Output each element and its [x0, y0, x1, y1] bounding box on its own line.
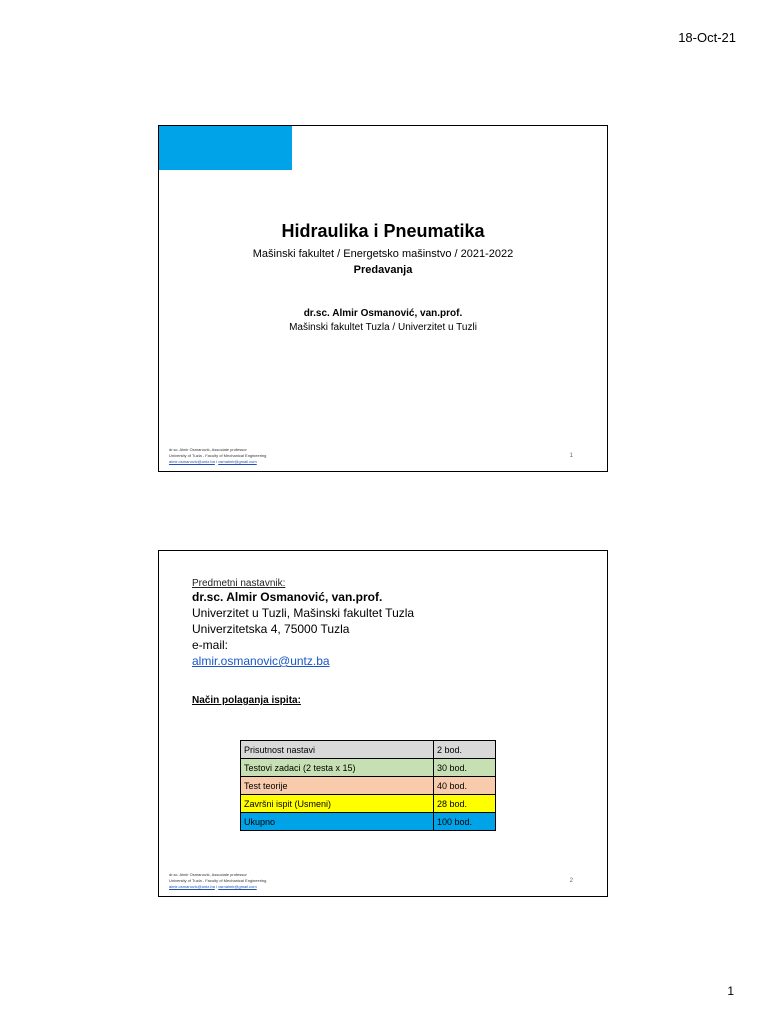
footer-author: dr.sc. Almir Osmanović, Associate professor — [169, 447, 247, 452]
instructor-address: Univerzitetska 4, 75000 Tuzla — [192, 622, 350, 636]
exam-heading: Način polaganja ispita: — [192, 695, 301, 706]
slide-number: 1 — [569, 453, 573, 459]
grading-table — [240, 740, 496, 831]
footer-separator: / — [214, 884, 219, 889]
instructor-email-link[interactable]: almir.osmanovic@untz.ba — [192, 654, 330, 668]
accent-block — [159, 126, 292, 170]
slide-2 — [158, 550, 608, 897]
footer-author: dr.sc. Almir Osmanović, Associate professor — [169, 872, 247, 877]
footer-institution: University of Tuzla - Faculty of Mechanical Engineering — [169, 453, 267, 458]
table-row — [241, 795, 496, 813]
table-cell-item: Ukupno — [241, 813, 434, 831]
page-date: 18-Oct-21 — [678, 30, 736, 45]
slide-number: 2 — [569, 878, 573, 884]
author-name: dr.sc. Almir Osmanović, van.prof. — [303, 308, 463, 319]
table-row — [241, 777, 496, 795]
table-cell-item: Završni ispit (Usmeni) — [241, 795, 434, 813]
table-cell-points: 28 bod. — [434, 795, 496, 813]
footer-institution: University of Tuzla - Faculty of Mechanical Engineering — [169, 878, 267, 883]
footer-email-link-2[interactable]: osmalmir@gmail.com — [218, 884, 257, 889]
author-affiliation: Mašinski fakultet Tuzla / Univerzitet u Tuzli — [289, 322, 477, 333]
footer-email-link[interactable]: almir.osmanovic@untz.ba — [169, 459, 215, 464]
slide-subtitle-lectures: Predavanja — [353, 264, 413, 276]
instructor-name: dr.sc. Almir Osmanović, van.prof. — [192, 590, 383, 604]
slide-footer — [169, 872, 266, 890]
footer-email-link-2[interactable]: osmalmir@gmail.com — [218, 459, 257, 464]
footer-email-link[interactable]: almir.osmanovic@untz.ba — [169, 884, 215, 889]
table-cell-points: 100 bod. — [434, 813, 496, 831]
table-row — [241, 759, 496, 777]
table-cell-item: Prisutnost nastavi — [241, 741, 434, 759]
table-row — [241, 813, 496, 831]
slide-title: Hidraulika i Pneumatika — [281, 221, 485, 241]
footer-emails — [169, 459, 266, 465]
table-cell-points: 40 bod. — [434, 777, 496, 795]
slide-1 — [158, 125, 608, 472]
slide-footer — [169, 447, 266, 465]
instructor-university: Univerzitet u Tuzli, Mašinski fakultet Tuzla — [192, 606, 415, 620]
table-cell-points: 2 bod. — [434, 741, 496, 759]
table-cell-item: Test teorije — [241, 777, 434, 795]
table-cell-item: Testovi zadaci (2 testa x 15) — [241, 759, 434, 777]
instructor-email-label: e-mail: — [192, 638, 229, 652]
instructor-block — [192, 578, 414, 669]
slide-subtitle: Mašinski fakultet / Energetsko mašinstvo / 2021-2022 — [252, 248, 514, 260]
table-row — [241, 741, 496, 759]
table-cell-points: 30 bod. — [434, 759, 496, 777]
instructor-label: Predmetni nastavnik: — [192, 578, 286, 589]
page-number: 1 — [727, 984, 734, 998]
footer-separator: / — [214, 459, 219, 464]
footer-emails — [169, 884, 266, 890]
